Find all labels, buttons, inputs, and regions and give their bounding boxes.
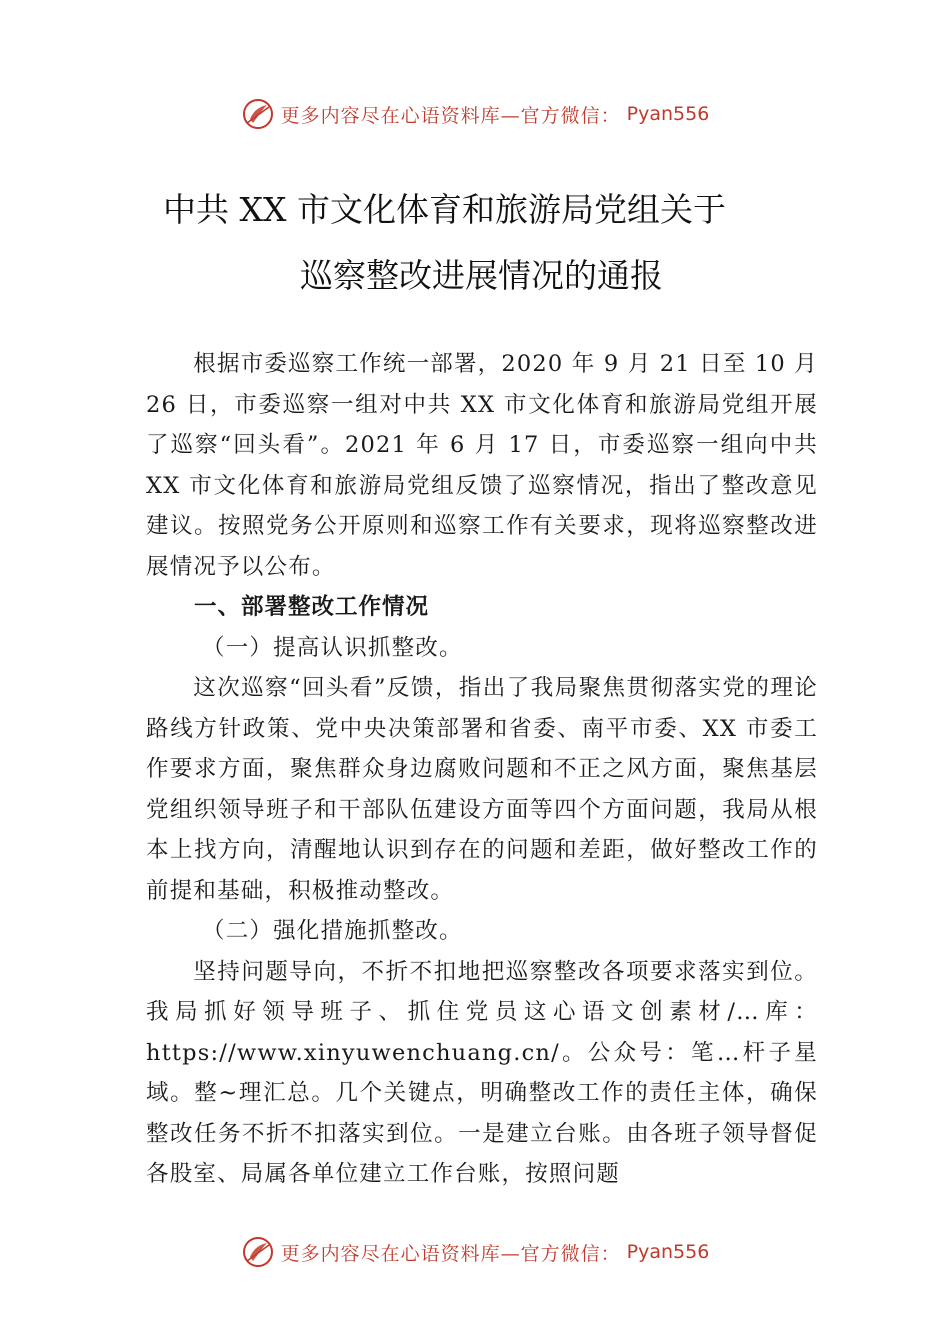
document-body	[146, 344, 818, 1195]
banner-wechat-id: Pyan556	[626, 103, 710, 125]
footer-banner	[0, 1232, 950, 1272]
banner-wechat-id: Pyan556	[626, 1241, 710, 1263]
brand-logo-icon	[241, 1235, 275, 1269]
banner-text: 更多内容尽在心语资料库—官方微信：	[280, 104, 621, 127]
paragraph-measures: 坚持问题导向，不折不扣地把巡察整改各项要求落实到位。我局抓好领导班子、抓住党员这心语文创素材/…库：https://www.xinyuwenchuang.cn/。公众号：笔…杆子星域。整~理汇总。几个关键点，明确整改工作的责任主体，确保整改任务不折不扣落实到位。一是建立台账。由各班子领导督促各股室、局属各单位建立工作台账，按照问题	[146, 958, 818, 1187]
document-title-line-1: 中共 XX 市文化体育和旅游局党组关于	[163, 190, 726, 229]
subsection-heading-2: （二）强化措施抓整改。	[202, 918, 463, 944]
document-title-line-2: 巡察整改进展情况的通报	[300, 256, 663, 295]
paragraph-intro: 根据市委巡察工作统一部署，2020 年 9 月 21 日至 10 月26 日，市委巡察一组对中共 XX 市文化体育和旅游局党组开展了巡察“回头看”。2021 年 6 月 17 日，市委巡察一组向中共 XX 市文化体育和旅游局党组反馈了巡察情况，指出了整改意见建议。按照党务公开原则和巡察工作有关要求，现将巡察整改进展情况予以公布。	[146, 351, 818, 580]
subsection-heading-1: （一）提高认识抓整改。	[202, 634, 463, 661]
banner-text: 更多内容尽在心语资料库—官方微信：	[280, 1242, 621, 1265]
brand-logo-icon	[241, 97, 275, 131]
paragraph-awareness: 这次巡察“回头看”反馈，指出了我局聚焦贯彻落实党的理论路线方针政策、党中央决策部署和省委、南平市委、XX 市委工作要求方面，聚焦群众身边腐败问题和不正之风方面，聚焦基层党组织领导班子和干部队伍建设方面等四个方面问题，我局从根本上找方向，清醒地认识到存在的问题和差距，做好整改工作的前提和基础，积极推动整改。	[146, 675, 818, 904]
header-banner	[0, 94, 950, 134]
section-heading-1: 一、部署整改工作情况	[194, 594, 430, 620]
